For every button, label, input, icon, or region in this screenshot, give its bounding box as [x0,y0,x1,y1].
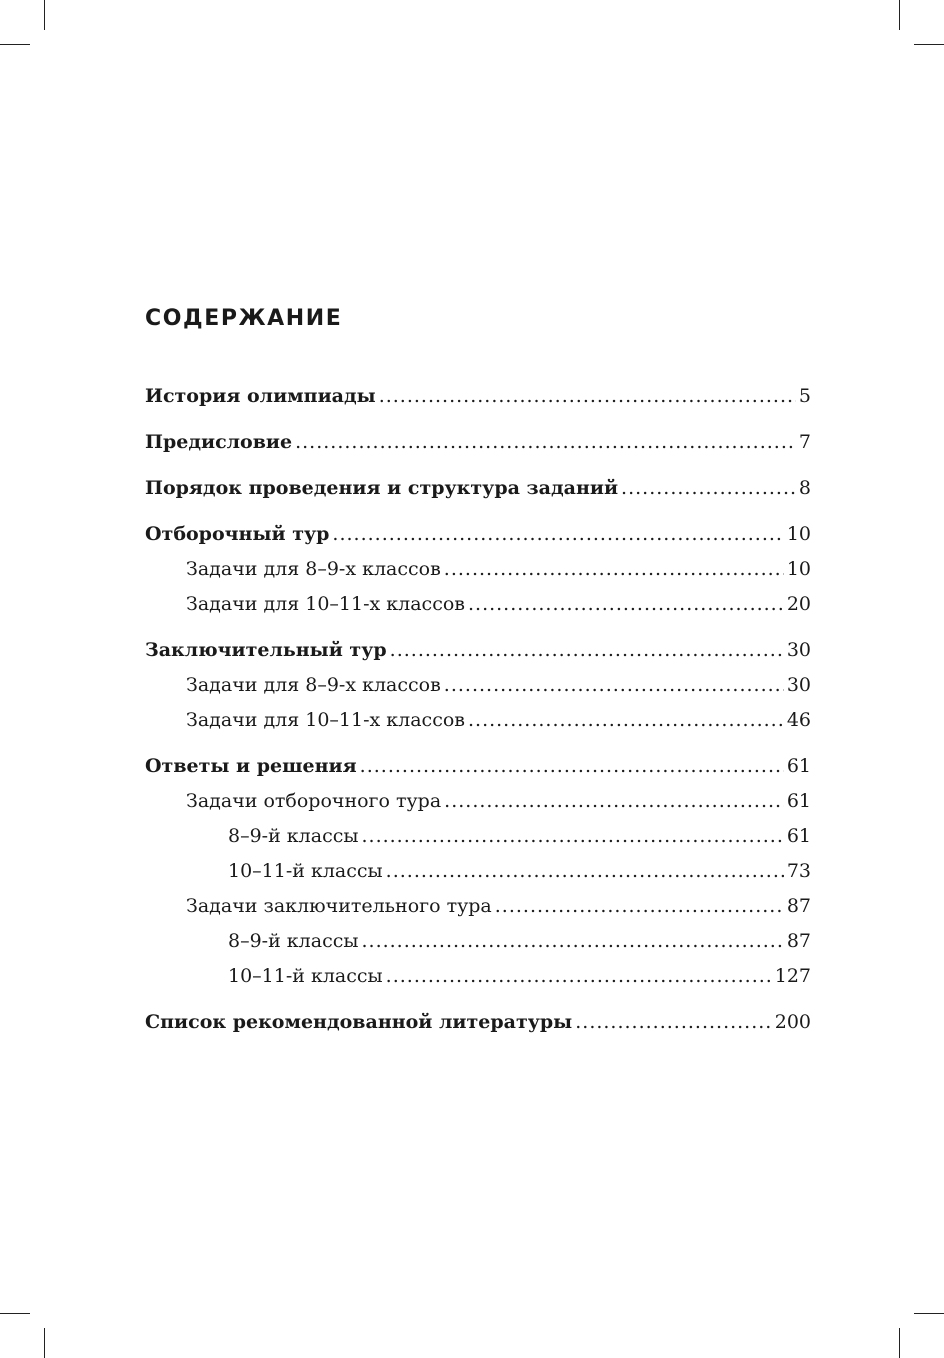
toc-page-number: 61 [786,790,811,812]
crop-mark-top-left-h [0,44,30,45]
toc-page-number: 73 [786,860,811,882]
toc-page-number: 10 [786,558,811,580]
toc-entry-answers[interactable] [145,749,811,784]
crop-mark-bottom-right-h [914,1313,944,1314]
toc-entry-title: Задачи для 8–9-х классов [186,674,441,696]
toc-page-number: 10 [786,523,811,545]
toc-entry-answers-qualifying[interactable] [145,784,811,819]
toc-page-number: 8 [798,477,811,499]
toc-page-number: 20 [786,593,811,615]
crop-mark-bottom-left-v [44,1328,45,1358]
toc-entry-title: Задачи для 10–11-х классов [186,709,465,731]
toc-entry-title: 8–9-й классы [228,930,359,952]
toc-entry-qualifying-8-9[interactable] [145,552,811,587]
toc-entry-title: Задачи заключительного тура [186,895,492,917]
toc-entry-final-8-9[interactable] [145,668,811,703]
crop-mark-top-left-v [44,0,45,30]
dot-leader [360,749,784,784]
toc-entry-final-10-11[interactable] [145,703,811,738]
dot-leader [444,784,784,819]
dot-leader [295,425,796,460]
toc-entry-procedure[interactable] [145,471,811,506]
toc-entry-final-round[interactable] [145,633,811,668]
toc-entry-title: Задачи для 10–11-х классов [186,593,465,615]
dot-leader [361,819,783,854]
toc-entry-bibliography[interactable] [145,1005,811,1040]
toc-page-number: 87 [786,930,811,952]
toc-page-number: 127 [774,965,811,987]
toc-entry-title: Предисловие [145,431,293,453]
dot-leader [621,471,796,506]
dot-leader [444,668,784,703]
toc-entry-title: 10–11-й классы [228,860,383,882]
toc-entry-answers-qualifying-8-9[interactable] [145,819,811,854]
toc-entry-title: Задачи отборочного тура [186,790,442,812]
toc-page-number: 61 [786,825,811,847]
toc-entry-answers-final-8-9[interactable] [145,924,811,959]
toc-page-number: 30 [786,674,811,696]
toc-entry-qualifying-10-11[interactable] [145,587,811,622]
toc-page-number: 5 [798,385,811,407]
dot-leader [361,924,783,959]
toc-page-number: 200 [774,1011,811,1033]
toc-entry-title: Заключительный тур [145,639,387,661]
crop-mark-top-right-v [899,0,900,30]
toc-entry-answers-qualifying-10-11[interactable] [145,854,811,889]
toc-entry-title: Ответы и решения [145,755,357,777]
dot-leader [386,959,772,994]
toc-entry-answers-final-10-11[interactable] [145,959,811,994]
dot-leader [390,633,784,668]
dot-leader [468,703,784,738]
toc-entry-preface[interactable] [145,425,811,460]
dot-leader [386,854,784,889]
toc-entry-title: Задачи для 8–9-х классов [186,558,441,580]
dot-leader [575,1005,772,1040]
toc-page-number: 46 [786,709,811,731]
crop-mark-bottom-left-h [0,1313,30,1314]
crop-mark-bottom-right-v [899,1328,900,1358]
toc-page-number: 30 [786,639,811,661]
page-title: СОДЕРЖАНИЕ [145,306,343,331]
toc-entry-title: 8–9-й классы [228,825,359,847]
toc-entry-title: Список рекомендованной литературы [145,1011,573,1033]
toc-page-number: 7 [798,431,811,453]
toc-page-number: 87 [786,895,811,917]
toc-page-number: 61 [786,755,811,777]
toc-entry-title: История олимпиады [145,385,376,407]
table-of-contents [145,379,811,1040]
toc-entry-title: Порядок проведения и структура заданий [145,477,619,499]
toc-entry-history[interactable] [145,379,811,414]
toc-entry-answers-final[interactable] [145,889,811,924]
dot-leader [444,552,784,587]
dot-leader [332,517,783,552]
dot-leader [468,587,784,622]
dot-leader [495,889,784,924]
toc-entry-title: Отборочный тур [145,523,330,545]
toc-entry-qualifying-round[interactable] [145,517,811,552]
toc-entry-title: 10–11-й классы [228,965,383,987]
dot-leader [379,379,796,414]
crop-mark-top-right-h [914,44,944,45]
